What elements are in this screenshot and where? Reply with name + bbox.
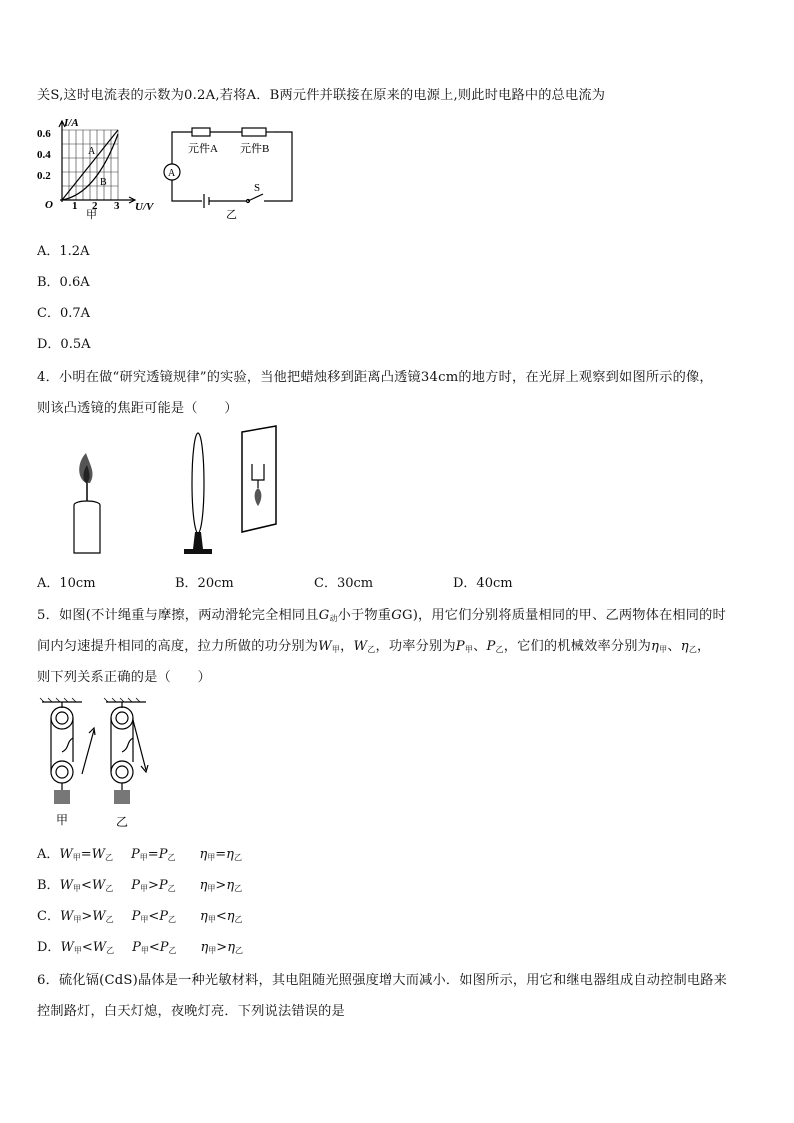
- x-tick: 3: [114, 200, 120, 212]
- q4-stem-line1: 4．小明在做“研究透镜规律”的实验，当他把蜡烛移到距离凸透镜34cm的地方时，在光屏上观察到如图所示的像，: [37, 370, 713, 385]
- q3-option-d[interactable]: D．0.5A: [37, 337, 91, 352]
- curve-a-label: A: [88, 146, 96, 157]
- q3-option-c[interactable]: C．0.7A: [37, 306, 91, 321]
- iu-graph: [36, 114, 156, 220]
- convex-lens-icon: [184, 433, 212, 554]
- q5-option-b[interactable]: B．$W_甲<W_乙$ $P_甲>P_乙$ $\eta_甲>\eta_乙$: [37, 878, 243, 893]
- origin-label: O: [45, 199, 53, 211]
- x-tick: 2: [92, 200, 98, 212]
- q6-stem-line2: 控制路灯，白天灯熄，夜晚灯亮．下列说法错误的是: [37, 1004, 345, 1019]
- component-a-label: 元件A: [188, 143, 218, 155]
- circuit-caption: 乙: [226, 209, 237, 220]
- q5-stem-line3: 则下列关系正确的是（ ）: [37, 670, 212, 685]
- y-tick: 0.2: [37, 170, 51, 182]
- q3-option-b[interactable]: B．0.6A: [37, 275, 90, 290]
- y-axis-label: I/A: [64, 117, 79, 129]
- component-b-label: 元件B: [240, 143, 270, 155]
- q3-option-a[interactable]: A．1.2A: [37, 244, 90, 259]
- q5-option-c[interactable]: C．$W_甲>W_乙$ $P_甲<P_乙$ $\eta_甲<\eta_乙$: [37, 909, 243, 924]
- q5-option-d[interactable]: D．$W_甲<W_乙$ $P_甲<P_乙$ $\eta_甲>\eta_乙$: [37, 940, 243, 955]
- pulley-jia-label: 甲: [56, 813, 69, 827]
- candle-icon: [74, 453, 100, 553]
- graph-caption: 甲: [86, 209, 97, 220]
- q5-stem-line1: 5．如图(不计绳重与摩擦，两动滑轮完全相同且$G_动$小于物重GG)，用它们分别将质量相同的甲、乙两物体在相同的时: [37, 608, 726, 623]
- q4-option-b[interactable]: B．20cm: [175, 576, 234, 591]
- circuit-diagram: [160, 118, 300, 220]
- y-tick: 0.6: [37, 128, 51, 140]
- pulley-figure: [36, 696, 156, 830]
- x-axis-label: U/V: [135, 201, 154, 213]
- q4-option-a[interactable]: A．10cm: [37, 576, 96, 591]
- q6-stem-line1: 6．硫化镉(CdS)晶体是一种光敏材料，其电阻随光照强度增大而减小．如图所示，用它和继电器组成自动控制电路来: [37, 973, 728, 988]
- switch-label: S: [254, 182, 261, 194]
- y-tick: 0.4: [37, 149, 51, 161]
- screen-with-image: [236, 424, 282, 542]
- q3-stem: 关S,这时电流表的示数为0.2A,若将A．B两元件并联接在原来的电源上,则此时电路中的总电流为: [37, 88, 606, 103]
- curve-b-label: B: [100, 177, 107, 188]
- pulley-yi-label: 乙: [116, 815, 129, 829]
- x-tick: 1: [72, 200, 78, 212]
- q5-option-a[interactable]: A．$W_甲=W_乙$ $P_甲=P_乙$ $\eta_甲=\eta_乙$: [37, 847, 242, 862]
- q4-option-d[interactable]: D．40cm: [453, 576, 513, 591]
- q5-stem-line2: 间内匀速提升相同的高度，拉力所做的功分别为$W_甲$，$W_乙$，功率分别为$P_甲$、$P_乙$，它们的机械效率分别为$\eta_甲$、$\eta_乙$，: [37, 639, 711, 654]
- ammeter-label: A: [168, 168, 176, 179]
- q4-option-c[interactable]: C．30cm: [314, 576, 374, 591]
- q4-stem-line2: 则该凸透镜的焦距可能是（ ）: [37, 401, 238, 416]
